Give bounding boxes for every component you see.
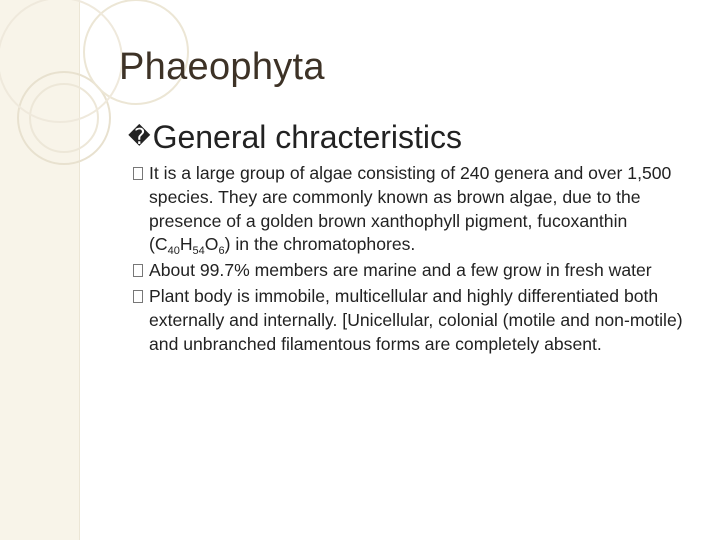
section-heading xyxy=(128,119,462,156)
bullet-box-icon xyxy=(133,167,143,180)
bullet-box-icon xyxy=(133,264,143,277)
bullet-item: Plant body is immobile, multicellular and highly differentiated both externally and internally. [Unicellular, colonial (motile and non-motile) and unbranched filamentous forms are completely absent. xyxy=(140,285,710,356)
heading-bullet-icon: � xyxy=(128,124,151,149)
bullet-box-icon xyxy=(133,290,143,303)
bullet-item: About 99.7% members are marine and a few grow in fresh water xyxy=(140,259,710,283)
ring-outer xyxy=(0,0,122,122)
slide-title: Phaeophyta xyxy=(119,46,325,88)
bullet-item: It is a large group of algae consisting of 240 genera and over 1,500 species. They are commonly known as brown algae, due to the presence of a golden brown xanthophyll pigment, fucoxanthin $(C_{40}H_{54}O_6)$ in the chromatophores. xyxy=(140,162,710,257)
heading-text: General chracteristics xyxy=(152,119,462,155)
bullet-list xyxy=(140,162,710,358)
